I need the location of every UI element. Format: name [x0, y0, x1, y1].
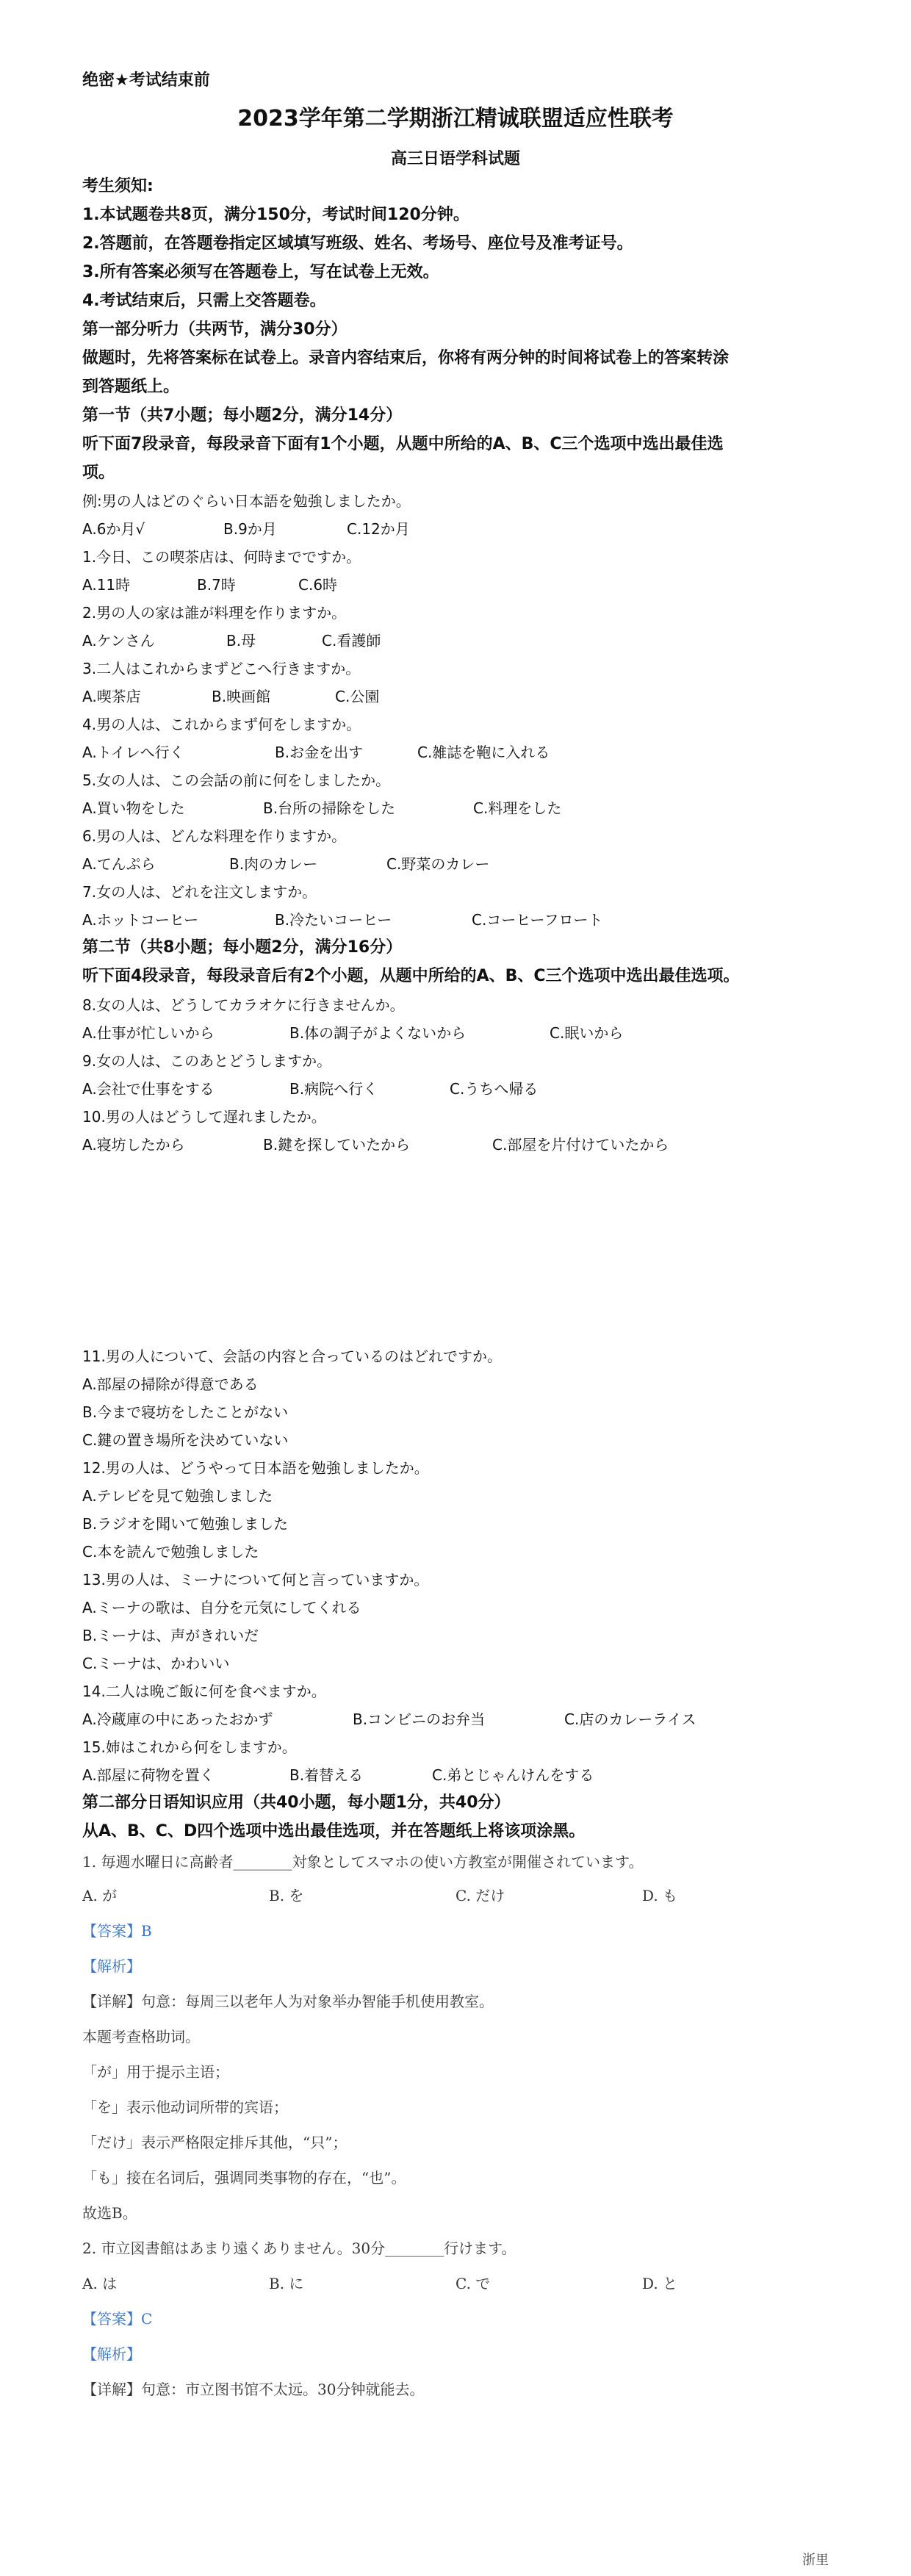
option-d: D. も — [642, 1887, 678, 1904]
section1-instruction: 项。 — [82, 464, 115, 482]
option-b: B.コンビニのお弁当 — [353, 1710, 486, 1728]
question: 8.女の人は、どうしてカラオケに行きませんか。 — [82, 996, 405, 1014]
question: 11.男の人について、会話の内容と合っているのはどれですか。 — [82, 1348, 503, 1365]
option-b: B.着替える — [289, 1766, 364, 1784]
option-a: A.仕事が忙しいから — [82, 1024, 215, 1042]
option-b: B.鍵を探していたから — [263, 1136, 411, 1154]
option-c: C.眠いから — [550, 1024, 624, 1042]
option-c: C.看護師 — [322, 632, 381, 650]
option-a: A.部屋に荷物を置く — [82, 1766, 215, 1784]
option-a: A.買い物をした — [82, 799, 185, 817]
question: 2. 市立図書館はあまり遠くありません。30分________行けます。 — [82, 2239, 516, 2257]
option-a: A. が — [82, 1887, 118, 1904]
option-a: A.ケンさん — [82, 632, 155, 650]
question: 10.男の人はどうして遅れましたか。 — [82, 1108, 326, 1126]
part2-heading: 第二部分日语知识应用（共40小题，每小题1分，共40分） — [82, 1794, 511, 1812]
option-b: B.今まで寝坊をしたことがない — [82, 1403, 289, 1421]
section2-instruction: 听下面4段录音，每段录音后有2个小题，从题中所给的A、B、C三个选项中选出最佳选项。 — [82, 967, 740, 985]
note-text: 「だけ」表示严格限定排斥其他，“只”； — [82, 2134, 348, 2151]
notice-item: 4.考试结束后，只需上交答题卷。 — [82, 292, 326, 310]
option-c: C.公園 — [335, 688, 380, 705]
exam-title: 2023学年第二学期浙江精诚联盟适应性联考 — [237, 106, 674, 132]
option-a: A.トイレへ行く — [82, 744, 184, 761]
note-text: 「も」接在名词后，强调同类事物的存在，“也”。 — [82, 2169, 406, 2187]
option-b: B. を — [269, 1887, 304, 1904]
exam-subtitle: 高三日语学科试题 — [390, 150, 520, 168]
example-question: 例:男の人はどのぐらい日本語を勉強しましたか。 — [82, 492, 411, 510]
option-c: C.店のカレーライス — [564, 1710, 696, 1728]
note-text: 「を」表示他动词所带的宾语； — [82, 2098, 288, 2116]
section1-instruction: 听下面7段录音，每段录音下面有1个小题，从题中所给的A、B、C三个选项中选出最佳选 — [82, 435, 724, 453]
option-a: A.冷蔵庫の中にあったおかず — [82, 1710, 273, 1728]
option-a: A.6か月√ — [82, 520, 145, 538]
analysis-label: 【解析】 — [82, 2345, 141, 2363]
option-b: B.肉のカレー — [229, 855, 318, 873]
part1-instruction: 做题时，先将答案标在试卷上。录音内容结束后，你将有两分钟的时间将试卷上的答案转涂 — [82, 349, 730, 367]
option-c: C.鍵の置き場所を決めていない — [82, 1431, 289, 1449]
question: 2.男の人の家は誰が料理を作りますか。 — [82, 604, 347, 622]
question: 3.二人はこれからまずどこへ行きますか。 — [82, 660, 361, 677]
question: 1. 毎週水曜日に高齢者________対象としてスマホの使い方教室が開催されています。 — [82, 1853, 644, 1871]
analysis-label: 【解析】 — [82, 1957, 141, 1975]
option-a: A.てんぷら — [82, 855, 156, 873]
notice-item: 1.本试题卷共8页，满分150分，考试时间120分钟。 — [82, 206, 469, 224]
option-a: A.会社で仕事をする — [82, 1080, 215, 1098]
question: 13.男の人は、ミーナについて何と言っていますか。 — [82, 1571, 429, 1589]
option-c: C.12か月 — [347, 520, 410, 538]
secret-label: 绝密★考试结束前 — [82, 71, 210, 90]
notice-heading: 考生须知: — [82, 177, 154, 195]
notice-item: 3.所有答案必须写在答题卷上，写在试卷上无效。 — [82, 263, 439, 281]
option-b: B.冷たいコーヒー — [275, 911, 392, 929]
option-b: B.9か月 — [223, 520, 277, 538]
option-b: B.病院へ行く — [289, 1080, 378, 1098]
detail-text: 【详解】句意：每周三以老年人为对象举办智能手机使用教室。 — [82, 1993, 494, 2010]
question: 1.今日、この喫茶店は、何時までですか。 — [82, 548, 361, 566]
part1-heading: 第一部分听力（共两节，满分30分） — [82, 320, 348, 339]
option-a: A.喫茶店 — [82, 688, 141, 705]
option-c: C. だけ — [455, 1887, 505, 1904]
option-c: C.コーヒーフロート — [472, 911, 603, 929]
question: 7.女の人は、どれを注文しますか。 — [82, 883, 317, 901]
option-a: A.テレビを見て勉強しました — [82, 1487, 273, 1505]
option-b: B.母 — [226, 632, 256, 650]
option-c: C.6時 — [298, 576, 338, 594]
note-text: 「が」用于提示主语； — [82, 2063, 229, 2081]
question: 15.姉はこれから何をしますか。 — [82, 1738, 297, 1756]
option-b: B.7時 — [197, 576, 236, 594]
option-a: A.寝坊したから — [82, 1136, 185, 1154]
question: 14.二人は晩ご飯に何を食べますか。 — [82, 1683, 326, 1700]
option-a: A.部屋の掃除が得意である — [82, 1375, 259, 1393]
option-a: A.ミーナの歌は、自分を元気にしてくれる — [82, 1599, 361, 1616]
option-c: C.ミーナは、かわいい — [82, 1655, 230, 1672]
answer-label: 【答案】B — [82, 1922, 152, 1940]
option-c: C.本を読んで勉強しました — [82, 1543, 259, 1561]
option-c: C.雑誌を鞄に入れる — [417, 744, 550, 761]
question: 6.男の人は、どんな料理を作りますか。 — [82, 827, 347, 845]
detail-text: 【详解】句意：市立图书馆不太远。30分钟就能去。 — [82, 2381, 425, 2398]
option-c: C.うちへ帰る — [450, 1080, 539, 1098]
option-c: C.部屋を片付けていたから — [492, 1136, 669, 1154]
note-text: 本题考查格助词。 — [82, 2028, 200, 2046]
option-b: B.ミーナは、声がきれいだ — [82, 1627, 259, 1644]
option-c: C. で — [455, 2275, 491, 2292]
option-b: B.お金を出す — [275, 744, 364, 761]
option-c: C.料理をした — [473, 799, 562, 817]
question: 4.男の人は、これからまず何をしますか。 — [82, 716, 361, 733]
footer-mark: 浙里 — [802, 2552, 829, 2568]
option-b: B.体の調子がよくないから — [289, 1024, 467, 1042]
answer-label: 【答案】C — [82, 2310, 153, 2328]
option-b: B. に — [269, 2275, 304, 2292]
question: 12.男の人は、どうやって日本語を勉強しましたか。 — [82, 1459, 429, 1477]
option-a: A. は — [82, 2275, 118, 2292]
option-a: A.ホットコーヒー — [82, 911, 199, 929]
option-b: B.台所の掃除をした — [263, 799, 396, 817]
part1-instruction: 到答题纸上。 — [82, 378, 180, 396]
section1-heading: 第一节（共7小题；每小题2分，满分14分） — [82, 406, 403, 425]
question: 5.女の人は、この会話の前に何をしましたか。 — [82, 771, 391, 789]
question: 9.女の人は、このあとどうしますか。 — [82, 1052, 332, 1070]
notice-item: 2.答题前，在答题卷指定区域填写班级、姓名、考场号、座位号及准考证号。 — [82, 234, 633, 253]
note-text: 故选B。 — [82, 2204, 137, 2222]
option-b: B.映画館 — [212, 688, 271, 705]
option-c: C.弟とじゃんけんをする — [432, 1766, 594, 1784]
option-b: B.ラジオを聞いて勉強しました — [82, 1515, 289, 1533]
option-a: A.11時 — [82, 576, 131, 594]
part2-instruction: 从A、B、C、D四个选项中选出最佳选项，并在答题纸上将该项涂黑。 — [82, 1822, 586, 1841]
option-c: C.野菜のカレー — [386, 855, 490, 873]
section2-heading: 第二节（共8小题；每小题2分，满分16分） — [82, 938, 403, 957]
option-d: D. と — [642, 2275, 678, 2292]
